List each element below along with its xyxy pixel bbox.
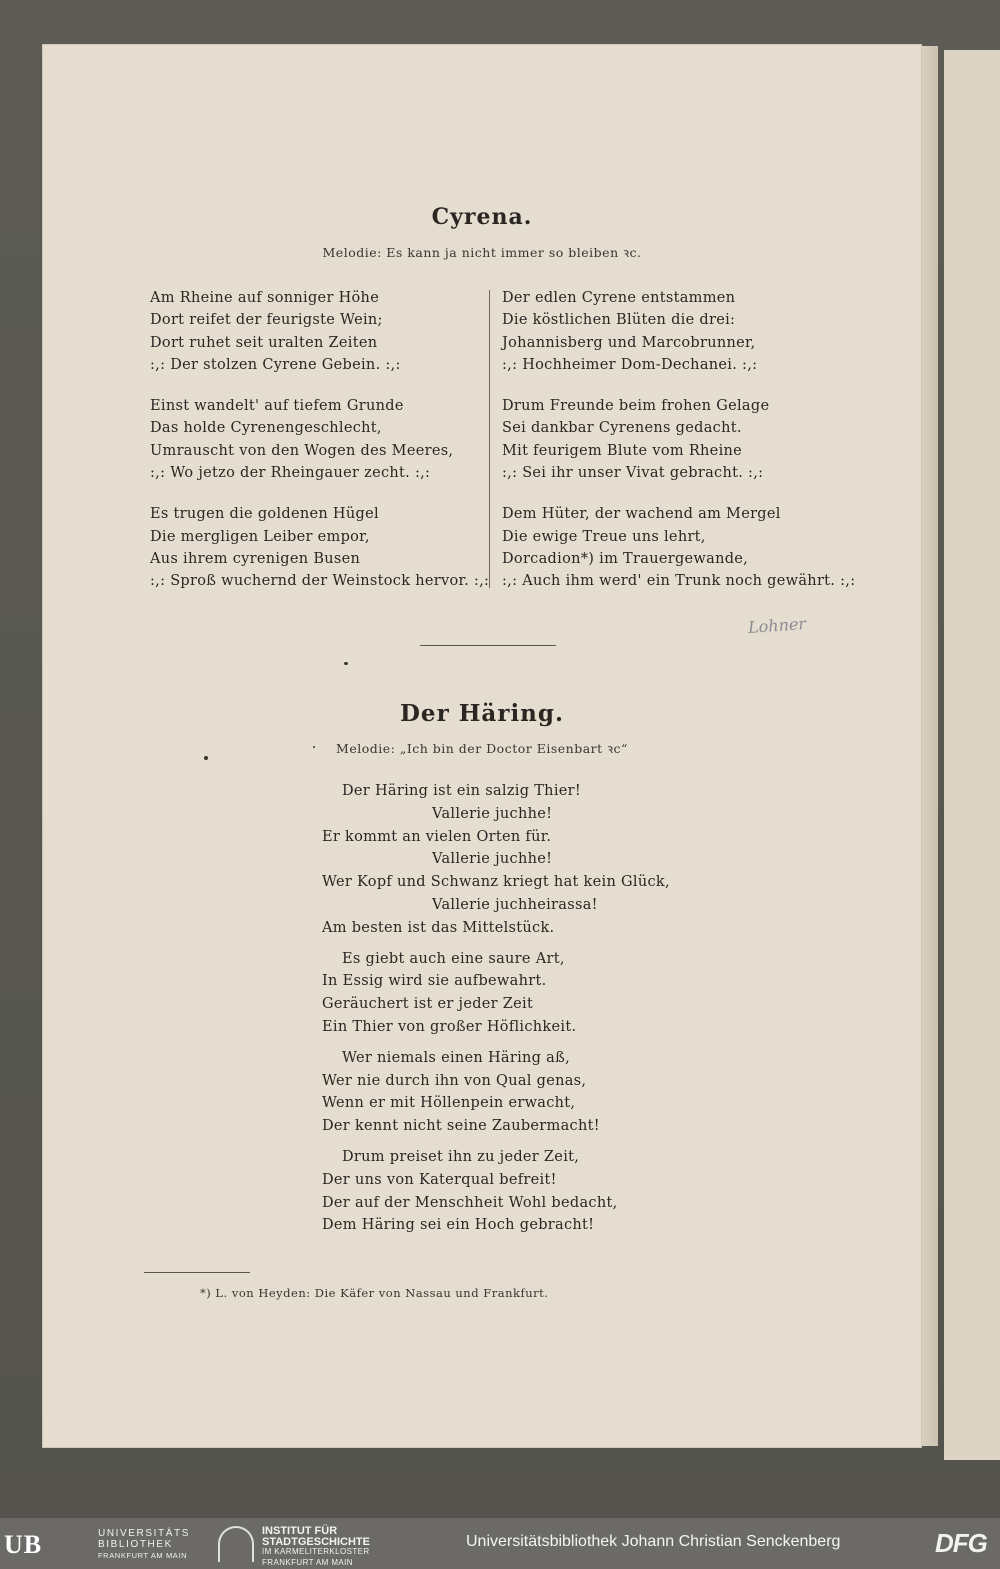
verse-line: :,: Wo jetzo der Rheingauer zecht. :,: — [150, 465, 431, 482]
verse-line: Es trugen die goldenen Hügel — [150, 506, 379, 523]
section-divider — [420, 645, 556, 646]
footnote-rule — [144, 1272, 250, 1273]
stanza — [150, 395, 490, 484]
verse-line: Dort reifet der feurigste Wein; — [150, 312, 383, 329]
verse-line: Sei dankbar Cyrenens gedacht. — [502, 420, 742, 437]
isg-line: IM KARMELITERKLOSTER — [262, 1547, 370, 1556]
verse-line: Mit feurigem Blute vom Rheine — [502, 442, 743, 459]
ink-speck — [344, 662, 348, 665]
stanza — [502, 503, 862, 592]
verse-line: Einst wandelt' auf tiefem Grunde — [150, 398, 404, 415]
song-title-cyrena: Cyrena. — [431, 204, 533, 230]
verse-line: Wer Kopf und Schwanz kriegt hat kein Glück, — [322, 874, 670, 891]
verse-line: :,: Hochheimer Dom-Dechanei. :,: — [502, 356, 758, 373]
verse-line: Der kennt nicht seine Zaubermacht! — [322, 1118, 600, 1135]
haering-verses — [322, 780, 742, 1245]
verse-line: Wenn er mit Höllenpein erwacht, — [322, 1095, 576, 1112]
refrain-line: Vallerie juchhe! — [432, 851, 553, 868]
verse-line: Dort ruhet seit uralten Zeiten — [150, 334, 378, 351]
ub-logo[interactable]: UB — [4, 1530, 43, 1559]
ub-line: UNIVERSITÄTS — [98, 1528, 190, 1539]
verse-line: Drum Freunde beim frohen Gelage — [502, 398, 770, 415]
isg-line: FRANKFURT AM MAIN — [262, 1557, 353, 1567]
stanza — [322, 1146, 742, 1237]
page-fore-edge — [922, 46, 938, 1446]
stanza — [150, 503, 490, 592]
ub-line: BIBLIOTHEK — [98, 1539, 173, 1550]
verse-line: Am besten ist das Mittelstück. — [322, 919, 555, 936]
footer-bar — [0, 1518, 1000, 1569]
verse-line: Ein Thier von großer Höflichkeit. — [322, 1018, 577, 1035]
verse-line: Der edlen Cyrene entstammen — [502, 290, 736, 306]
pencil-annotation: Lohner — [747, 614, 807, 637]
stanza — [322, 780, 742, 940]
verse-line: Dorcadion*) im Trauergewande, — [502, 550, 749, 567]
facing-page-edge — [944, 50, 1000, 1460]
verse-line: Der uns von Katerqual befreit! — [322, 1171, 557, 1188]
stanza — [322, 948, 742, 1039]
song-title-haering: Der Häring. — [399, 700, 564, 727]
verse-line: Johannisberg und Marcobrunner, — [502, 334, 756, 351]
page-content — [42, 44, 922, 1448]
verse-line: Die ewige Treue uns lehrt, — [502, 528, 706, 545]
footnote: *) L. von Heyden: Die Käfer von Nassau und Frankfurt. — [200, 1286, 549, 1300]
stanza — [502, 395, 862, 484]
book-page — [42, 44, 922, 1448]
verse-line: Dem Häring sei ein Hoch gebracht! — [322, 1217, 595, 1234]
column-divider — [489, 290, 490, 588]
verse-line: Die mergligen Leiber empor, — [150, 528, 370, 545]
verse-line: In Essig wird sie aufbewahrt. — [322, 973, 547, 990]
footer-library-link[interactable]: Universitätsbibliothek Johann Christian Senckenberg — [466, 1533, 841, 1550]
isg-arch-icon — [218, 1526, 254, 1562]
verse-line: Er kommt an vielen Orten für. — [322, 828, 552, 845]
refrain-line: Vallerie juchhe! — [432, 805, 553, 822]
cyrena-left-column — [150, 287, 490, 612]
verse-line: :,: Sproß wuchernd der Weinstock hervor. :,: — [150, 573, 490, 590]
stanza — [150, 287, 490, 376]
verse-line: Wer nie durch ihn von Qual genas, — [322, 1072, 587, 1089]
isg-institute-name — [262, 1526, 370, 1568]
verse-line: Der Häring ist ein salzig Thier! — [342, 783, 581, 799]
verse-line: Aus ihrem cyrenigen Busen — [150, 550, 361, 567]
isg-line: STADTGESCHICHTE — [262, 1535, 370, 1548]
verse-line: Wer niemals einen Häring aß, — [342, 1049, 570, 1066]
stanza — [322, 1047, 742, 1138]
stanza — [502, 287, 862, 376]
cyrena-right-column — [502, 287, 862, 612]
dfg-logo[interactable]: DFG — [935, 1528, 987, 1558]
song-melody-haering: Melodie: „Ich bin der Doctor Eisenbart ꝛc“ — [336, 741, 628, 756]
ub-line: FRANKFURT AM MAIN — [98, 1551, 188, 1560]
verse-line: :,: Auch ihm werd' ein Trunk noch gewährt. :,: — [502, 573, 856, 590]
song-melody-cyrena: Melodie: Es kann ja nicht immer so bleiben ꝛc. — [322, 245, 642, 260]
verse-line: Geräuchert ist er jeder Zeit — [322, 996, 534, 1013]
verse-line: Am Rheine auf sonniger Höhe — [150, 290, 380, 306]
verse-line: :,: Der stolzen Cyrene Gebein. :,: — [150, 356, 401, 373]
verse-line: Das holde Cyrenengeschlecht, — [150, 420, 382, 437]
verse-line: Dem Hüter, der wachend am Mergel — [502, 506, 781, 523]
refrain-line: Vallerie juchheirassa! — [432, 896, 598, 913]
verse-line: Drum preiset ihn zu jeder Zeit, — [342, 1148, 580, 1165]
ub-library-name — [98, 1528, 190, 1561]
isg-line: INSTITUT FÜR — [262, 1525, 338, 1537]
verse-line: Es giebt auch eine saure Art, — [342, 950, 565, 967]
verse-line: Die köstlichen Blüten die drei: — [502, 312, 736, 329]
verse-line: :,: Sei ihr unser Vivat gebracht. :,: — [502, 465, 764, 482]
verse-line: Der auf der Menschheit Wohl bedacht, — [322, 1194, 618, 1211]
verse-line: Umrauscht von den Wogen des Meeres, — [150, 442, 454, 459]
